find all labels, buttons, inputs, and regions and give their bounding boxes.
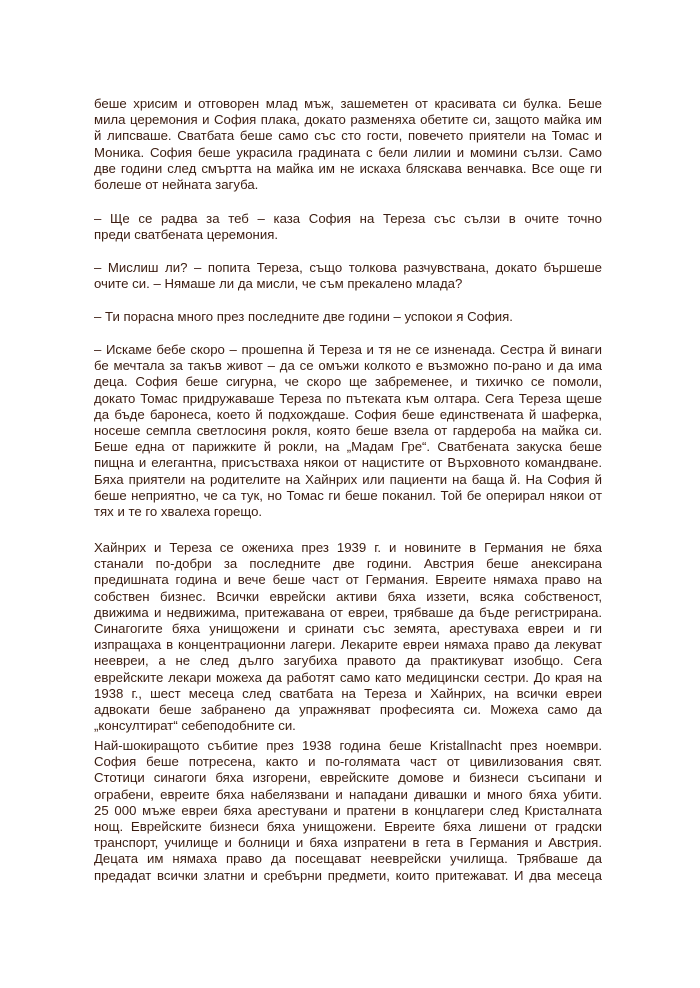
text-line: нощ. Еврейските бизнеси бяха унищожени. Евреите бяха лишени от градски (94, 818, 602, 834)
text-line: беше неприятно, че са тук, но Томас ги беше поканил. Той бе оперирал някои от (94, 487, 602, 503)
paragraph-5 (94, 342, 602, 520)
text-line: да бъде баронеса, което й подхождаше. София беше единствената й шаферка, (94, 406, 602, 422)
text-line: Децата им нямаха право да посещават неeврейски училища. Трябваше да (94, 851, 602, 867)
text-line: – Ще се радва за теб – каза София на Тереза със сълзи в очите точно (94, 211, 602, 226)
text-line: беше хрисим и отговорен млад мъж, зашеметен от красивата си булка. Беше (94, 96, 602, 111)
paragraph-2 (94, 211, 602, 243)
text-line: докато Томас придружаваше Тереза по пътеката към олтара. Сега Тереза щеше (94, 390, 602, 406)
text-line: й липсваше. Сватбата беше само със сто гости, повечето приятели на Томас и (94, 128, 602, 144)
text-line: транспорт, училище и болници и бяха изпратени в гета в Германия и Австрия. (94, 835, 602, 851)
text-line: мила церемония и София плака, докато разменяха обетите си, защото майка им (94, 112, 602, 128)
text-line: – Ти порасна много през последните две години – успокои я София. (94, 309, 513, 324)
text-line: Стотици синагоги бяха изгорени, еврейските домове и бизнеси съсипани и (94, 770, 602, 786)
text-line: преди сватбената церемония. (94, 227, 278, 243)
text-line: пищна и елегантна, присъстваха някои от нацистите от Върховното командване. (94, 455, 602, 471)
text-line: 25 000 мъже евреи бяха арестувани и пратени в концлагери след Кристалната (94, 802, 602, 818)
text-line: неевреи, а не след дълго загубиха правото да практикуват изобщо. Сега (94, 653, 602, 669)
text-line: очите си. – Нямаше ли да мисли, че съм прекалено млада? (94, 276, 463, 292)
text-line: носеше семпла светлосиня рокля, която беше взела от гардероба на майка си. (94, 422, 602, 438)
text-line: ограбени, евреите бяха набелязвани и нападани дивашки и много бяха убити. (94, 786, 602, 802)
text-line: София беше потресена, както и по-голямата част от цивилизования свят. (94, 754, 602, 770)
text-line: Бяха приятели на родителите на Хайнрих или пациенти на баща й. На София й (94, 471, 602, 487)
text-line: еврейските лекари можеха да работят само като медицински сестри. До края на (94, 669, 602, 685)
text-line: станали по-добри за последните две години. Австрия беше анексирана (94, 556, 602, 572)
text-line: Беше една от парижките й рокли, на „Мадам Гре“. Сватбената закуска беше (94, 439, 602, 455)
text-line: Синагогите бяха унищожени и сринати със земята, арестуваха евреи и ги (94, 620, 602, 636)
text-line: деца. София беше сигурна, че скоро ще забременее, и тихичко се помоли, (94, 374, 602, 390)
text-line: изпращаха в концентрационни лагери. Лекарите евреи нямаха право да лекуват (94, 637, 602, 653)
text-line: собствен бизнес. Всички еврейски активи бяха иззети, всяка собственост, (94, 588, 602, 604)
text-line: Хайнрих и Тереза се ожениха през 1939 г. и новините в Германия не бяха (94, 540, 602, 555)
paragraph-7 (94, 738, 602, 884)
paragraph-4 (94, 309, 602, 325)
paragraph-3 (94, 260, 602, 292)
paragraph-6 (94, 540, 602, 734)
paragraph-1 (94, 96, 602, 193)
text-line: болеше от нейната загуба. (94, 176, 259, 192)
text-line: 1938 г., шест месеца след сватбата на Тереза и Хайнрих, на всички евреи (94, 685, 602, 701)
text-line: „консултират“ себеподобните си. (94, 718, 296, 734)
text-line: Най-шокиращото събитие през 1938 година беше Kristallnacht през ноември. (94, 738, 602, 753)
text-line: предишната година и вече беше част от Германия. Евреите нямаха право на (94, 572, 602, 588)
text-line: Моника. София беше украсила градината с бели лилии и момини сълзи. Само (94, 144, 602, 160)
text-line: две години след смъртта на майка им не искаха бляскава венчавка. Все още ги (94, 160, 602, 176)
text-line: бе мечтала за такъв живот – да се омъжи колкото е възможно по-рано и да има (94, 358, 602, 374)
text-line: – Искаме бебе скоро – прошепна й Тереза и тя не се изненада. Сестра й винаги (94, 342, 602, 357)
text-line: адвокати беше забранено да упражняват професията си. Можеха само да (94, 701, 602, 717)
text-line: предадат всички златни и сребърни предмети, които притежават. И два месеца (94, 867, 602, 883)
text-line: – Мислиш ли? – попита Тереза, също толкова разчувствана, докато бършеше (94, 260, 602, 275)
text-line: тях и те го хвалеха горещо. (94, 503, 263, 519)
text-line: движима и недвижима, притежавана от евреи, трябваше да бъде регистрирана. (94, 604, 602, 620)
